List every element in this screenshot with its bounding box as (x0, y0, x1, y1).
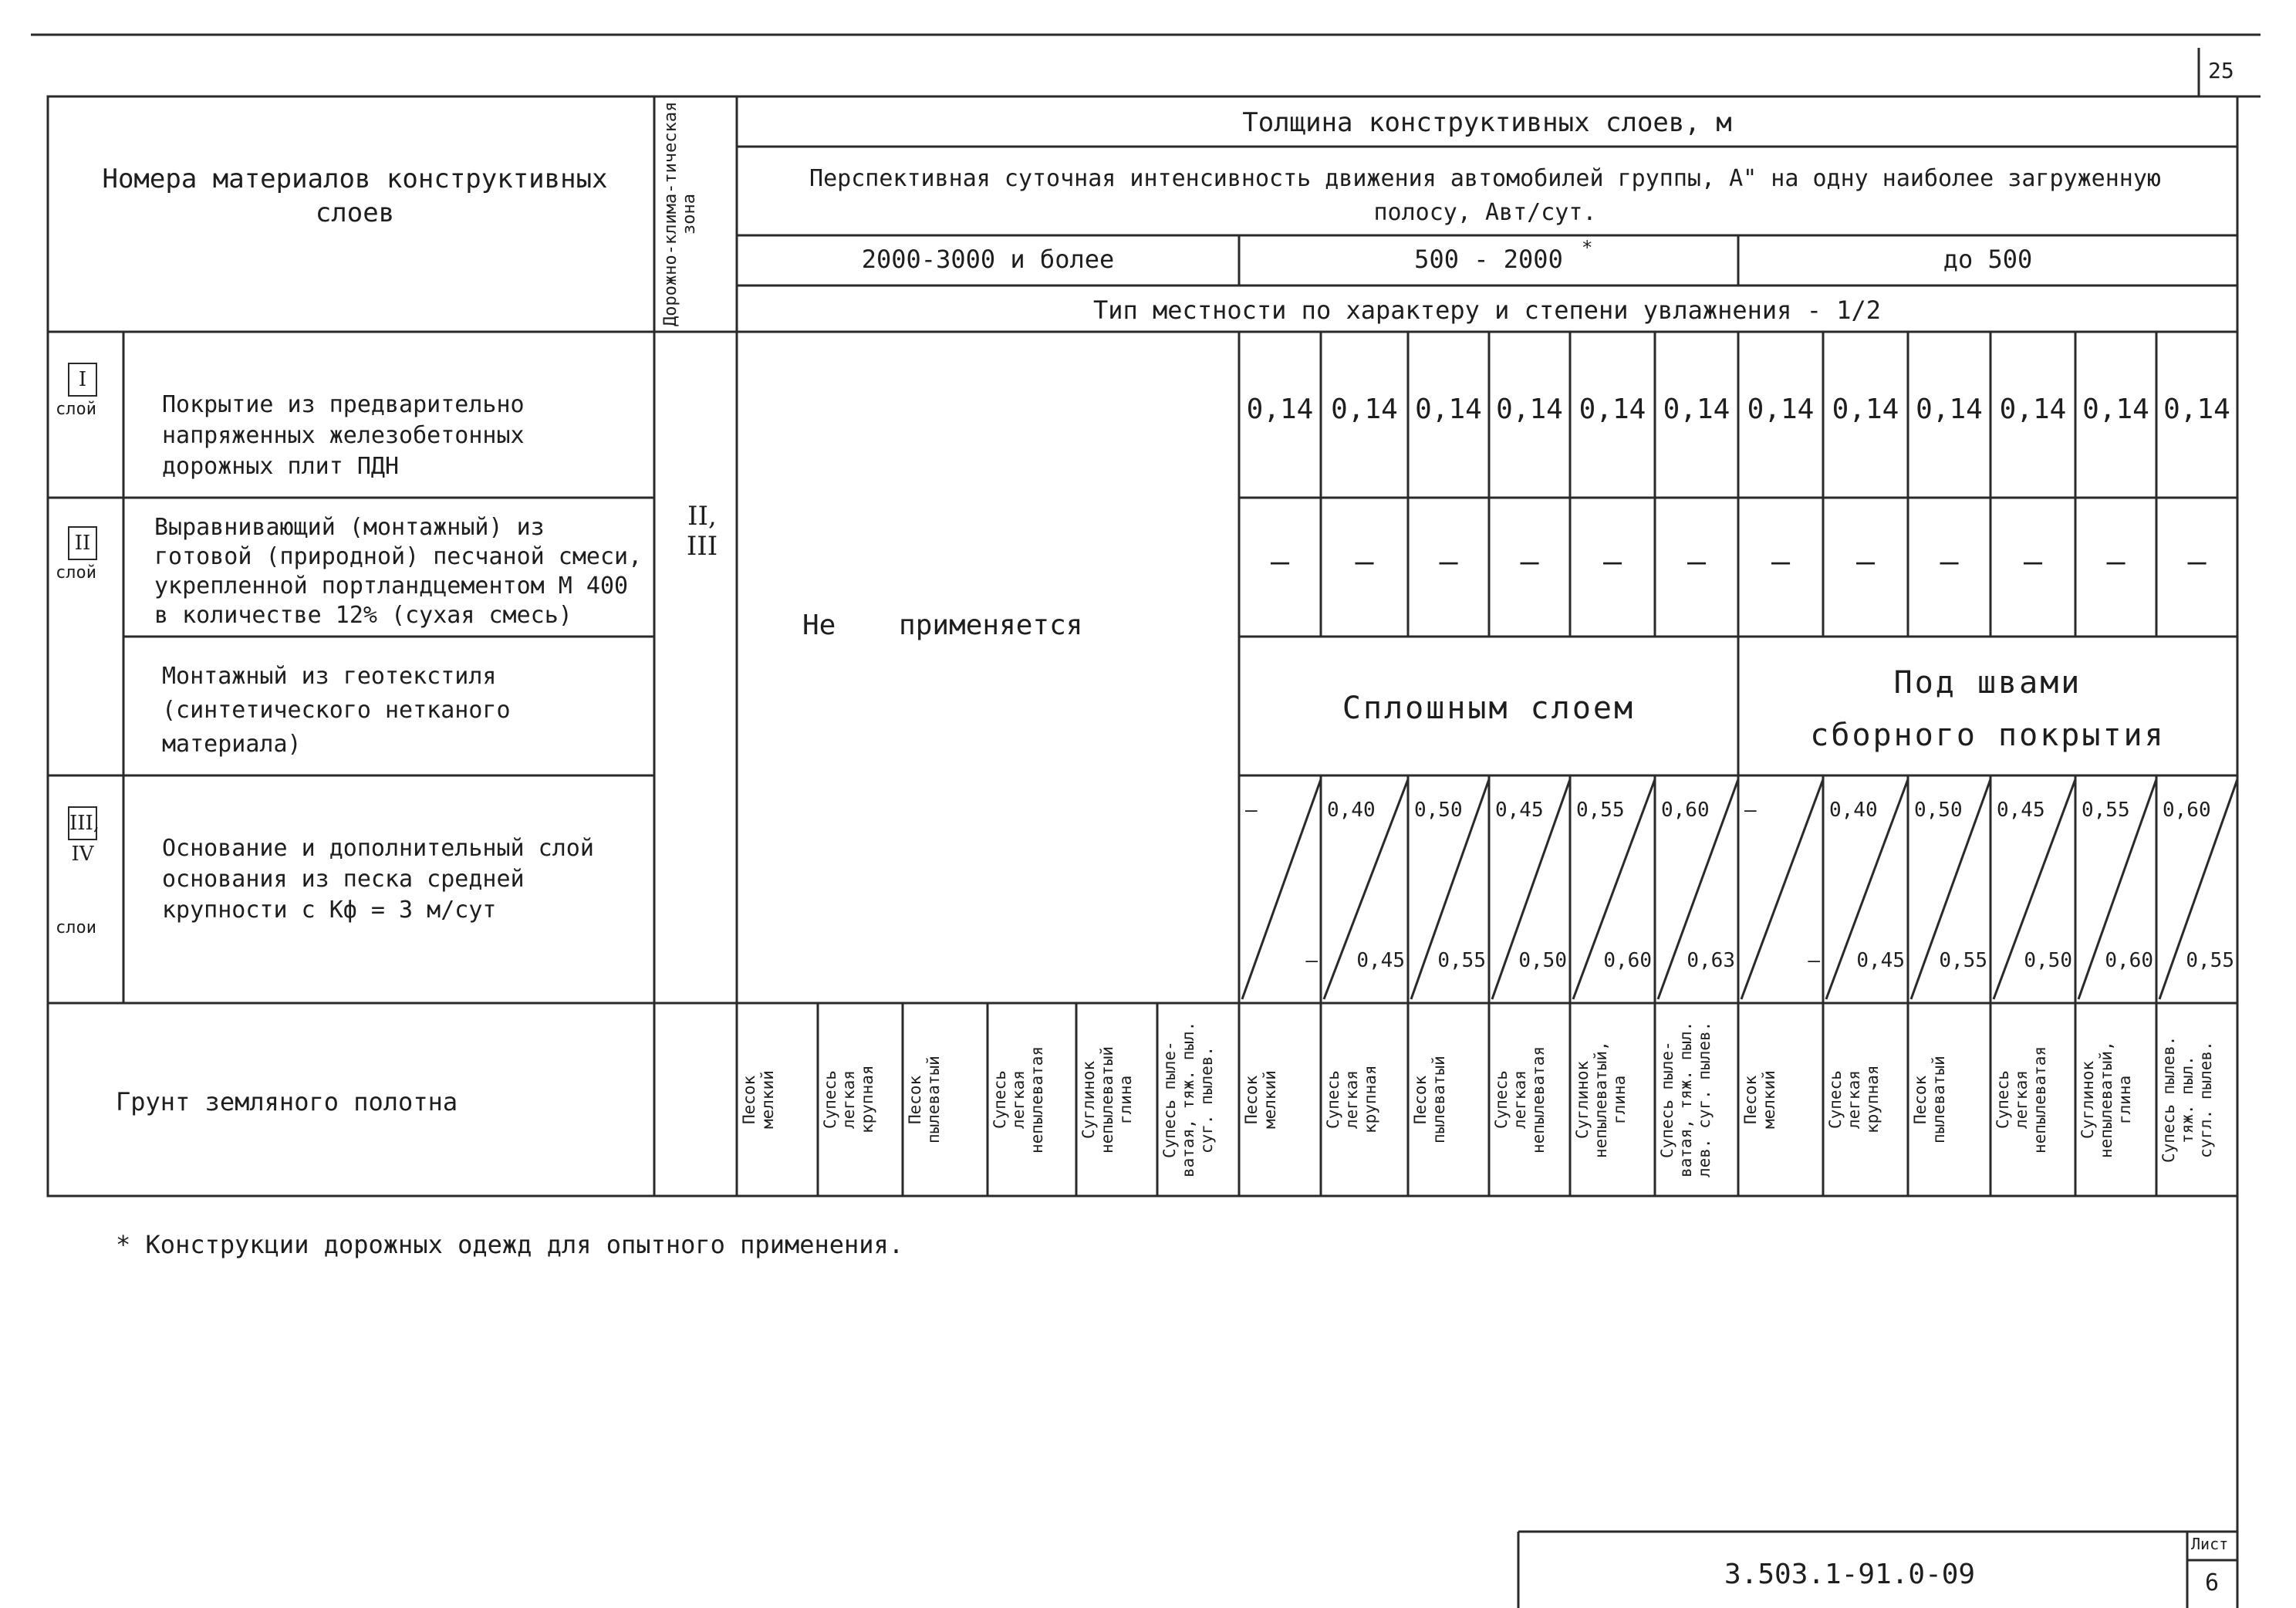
traffic-title: Перспективная суточная интенсивность движения автомобилей группы, А" на одну наиболее загруженную полосу, Авт/сут. (809, 165, 2161, 226)
soil-type-label: Супесь пыле- ватая, тяж. пыл. лев. суг. пылев. (1658, 1021, 1714, 1178)
base-value-bottom: — (1808, 949, 1820, 972)
leveling-value: — (1687, 544, 1707, 579)
range-footnote-mark: * (1582, 237, 1593, 258)
under-seams-label-2: сборного покрытия (1810, 718, 2166, 753)
base-value-bottom: 0,60 (1603, 949, 1652, 972)
not-applied-label: Не применяется (802, 610, 1083, 641)
soil-type-label: Песок пылеватый (1911, 1056, 1948, 1144)
coating-value: 0,14 (1331, 394, 1398, 425)
soil-type-label: Суглинок непылеватый, глина (1573, 1041, 1629, 1158)
geotextile-description: Монтажный из геотекстиля (синтетического нетканого материала) (162, 663, 511, 758)
layer-1-sub: слой (56, 400, 96, 419)
stamp-sheet-value: 6 (2205, 1569, 2220, 1596)
base-value-top: 0,55 (2082, 799, 2130, 822)
stamp-sheet-label: Лист (2191, 1535, 2229, 1553)
continuous-layer-label: Сплошным слоем (1342, 691, 1636, 726)
soil-label: Грунт земляного полотна (116, 1087, 458, 1116)
layer-2-description: Выравнивающий (монтажный) из готовой (природной) песчаной смеси, укрепленной портландцементом М 400 в количестве 12% (сухая смесь) (154, 514, 643, 629)
coating-value: 0,14 (2163, 394, 2230, 425)
coating-value: 0,14 (1999, 394, 2067, 425)
under-seams-label-1: Под швами (1893, 665, 2082, 701)
soil-type-label: Песок мелкий (740, 1070, 777, 1129)
base-value-top: 0,50 (1914, 799, 1963, 822)
soil-type-label: Супесь легкая крупная (1826, 1065, 1882, 1134)
coating-value: 0,14 (1578, 394, 1646, 425)
coating-value: 0,14 (1832, 394, 1899, 425)
soil-type-label: Песок пылеватый (1411, 1056, 1448, 1144)
base-value-bottom: — (1305, 949, 1318, 972)
footnote: * Конструкции дорожных одежд для опытного применения. (116, 1230, 904, 1259)
coating-value: 0,14 (1747, 394, 1815, 425)
layer-2-number: II (68, 526, 97, 560)
zone-value: II, III (686, 501, 718, 562)
soil-type-label: Песок мелкий (1741, 1070, 1778, 1129)
soil-type-label: Супесь легкая крупная (821, 1065, 876, 1134)
layer-1-number: I (68, 363, 97, 397)
soil-type-label: Супесь пыле- ватая, тяж. пыл. суг. пылев. (1160, 1021, 1216, 1178)
coating-value: 0,14 (1663, 394, 1730, 425)
base-value-top: 0,45 (1495, 799, 1544, 822)
range-2000-3000: 2000-3000 и более (861, 245, 1115, 274)
base-value-bottom: 0,45 (1856, 949, 1905, 972)
layer-1-description: Покрытие из предварительно напряженных железобетонных дорожных плит ПДН (162, 391, 525, 480)
base-value-top: 0,40 (1327, 799, 1376, 822)
layer-3-4-sub: слои (56, 918, 96, 937)
soil-type-label: Супесь пылев. тяж. пыл. сугл. пылев. (2159, 1035, 2215, 1164)
leveling-value: — (1771, 544, 1791, 579)
leveling-value: — (1439, 544, 1458, 579)
layer-3-4-description: Основание и дополнительный слой основания из песка средней крупности с Кф = 3 м/сут (162, 835, 594, 924)
leveling-value: — (1520, 544, 1539, 579)
base-value-top: 0,60 (1661, 799, 1710, 822)
base-value-bottom: 0,55 (1437, 949, 1486, 972)
base-value-bottom: 0,55 (1939, 949, 1987, 972)
soil-type-label: Суглинок непылеватый глина (1079, 1046, 1135, 1154)
base-value-top: 0,45 (1997, 799, 2045, 822)
terrain-type-label: Тип местности по характеру и степени увлажнения - 1/2 (1092, 296, 1882, 325)
base-value-bottom: 0,45 (1356, 949, 1405, 972)
thickness-title: Толщина конструктивных слоев, м (1242, 107, 1732, 138)
base-value-bottom: 0,50 (2024, 949, 2072, 972)
soil-type-label: Супесь легкая непылеватая (1994, 1046, 2049, 1154)
leveling-value: — (1270, 544, 1290, 579)
leveling-value: — (2106, 544, 2125, 579)
coating-value: 0,14 (1415, 394, 1482, 425)
soil-type-label: Супесь легкая непылеватая (991, 1046, 1046, 1154)
base-value-top: — (1245, 799, 1258, 822)
leveling-value: — (1940, 544, 1959, 579)
coating-value: 0,14 (2082, 394, 2149, 425)
base-value-top: 0,55 (1576, 799, 1625, 822)
leveling-value: — (2187, 544, 2207, 579)
base-value-bottom: 0,50 (1518, 949, 1567, 972)
base-value-bottom: 0,60 (2105, 949, 2153, 972)
materials-header: Номера материалов конструктивных слоев (102, 164, 608, 228)
leveling-value: — (1355, 544, 1374, 579)
base-value-bottom: 0,63 (1687, 949, 1735, 972)
zone-header: Дорожно-клима-тическая зона (661, 101, 699, 327)
range-up-to-500: до 500 (1943, 245, 2033, 274)
soil-type-label: Песок пылеватый (906, 1056, 943, 1144)
coating-value: 0,14 (1246, 394, 1314, 425)
leveling-value: — (1855, 544, 1876, 579)
base-value-top: 0,40 (1829, 799, 1878, 822)
soil-type-label: Песок мелкий (1242, 1070, 1279, 1129)
sheet-number: 25 (2208, 58, 2234, 83)
range-500-2000: 500 - 2000 (1414, 245, 1563, 274)
base-value-top: — (1744, 799, 1757, 822)
leveling-value: — (1602, 544, 1622, 579)
soil-type-label: Супесь легкая крупная (1324, 1065, 1379, 1134)
base-value-bottom: 0,55 (2186, 949, 2234, 972)
soil-type-label: Супесь легкая непылеватая (1492, 1046, 1548, 1154)
soil-type-label: Суглинок непылеватый, глина (2078, 1041, 2134, 1158)
layer-3-4-number: III, IV (68, 806, 97, 840)
base-value-top: 0,60 (2163, 799, 2211, 822)
base-value-top: 0,50 (1414, 799, 1463, 822)
document-code: 3.503.1-91.0-09 (1724, 1559, 1976, 1590)
layer-2-sub: слой (56, 563, 96, 583)
coating-value: 0,14 (1496, 394, 1563, 425)
coating-value: 0,14 (1916, 394, 1983, 425)
leveling-value: — (2023, 544, 2043, 579)
